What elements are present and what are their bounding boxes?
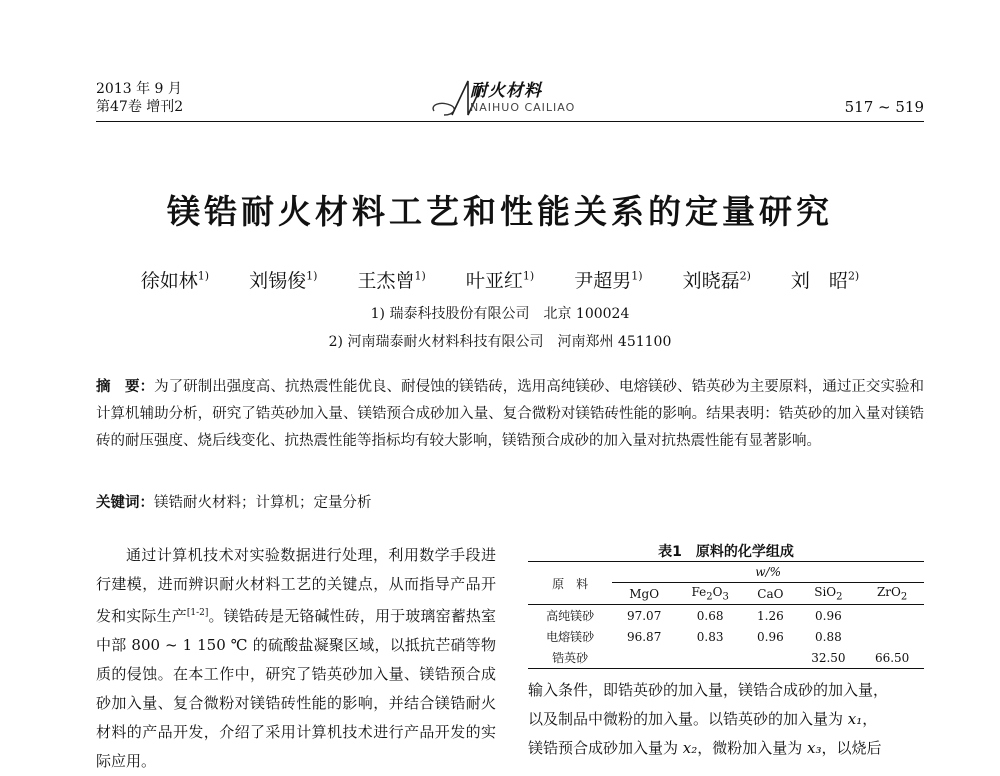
chemical-composition-table <box>528 561 924 669</box>
table-cell: 66.50 <box>860 647 924 669</box>
body-text: 。镁锆砖是无铬碱性砖，用于玻璃窑蓄热室中部 800 ~ 1 150 ℃ 的硫酸盐凝聚区域，以抵抗芒硝等物质的侵蚀。在本工作中，研究了锆英砂加入量、镁锆预合成砂加入量、复合微粉对镁锆砖性能的影响，并结合镁锆耐火材料的产品开发，介绍了采用计算机技术进行产品开发的实际应用。 <box>96 607 496 770</box>
variable: x₁ <box>847 710 863 728</box>
author <box>141 270 209 292</box>
author <box>791 270 859 292</box>
table-unit: w/% <box>612 562 924 583</box>
table-cell: 96.87 <box>626 629 662 644</box>
citation-ref: [1-2] <box>186 608 209 618</box>
body-paragraph-left <box>96 541 496 776</box>
abstract-label: 摘 要： <box>96 379 155 395</box>
author <box>574 270 642 292</box>
variable: x₂ <box>682 739 698 757</box>
journal-name-en: NAIHUO CAILIAO <box>470 101 576 114</box>
journal-name-cn: 耐火材料 <box>470 81 542 101</box>
abstract-text: 为了研制出强度高、抗热震性能优良、耐侵蚀的镁锆砖，选用高纯镁砂、电熔镁砂、锆英砂为主要原料，通过正交实验和计算机辅助分析，研究了锆英砂加入量、镁锆预合成砂加入量、复合微粉对镁锆砖性能的影响。结果表明：锆英砂的加入量对镁锆砖的耐压强度、烧后线变化、抗热震性能等指标均有较大影响，镁锆预合成砂的加入量对抗热震性能有显著影响。 <box>96 379 924 449</box>
table-cell: 0.96 <box>815 608 842 623</box>
header-year-issue: 2013 年 9 月 <box>96 81 182 97</box>
body-line: 以及制品中微粉的加入量。以锆英砂的加入量为 x₁， <box>528 710 878 728</box>
author-name: 刘 昭 <box>790 270 848 292</box>
header-volume: 第47卷 增刊2 <box>96 99 184 115</box>
table-cell <box>676 647 744 669</box>
body-paragraph-right <box>528 676 924 763</box>
author-affiliation-mark: 2) <box>847 269 860 283</box>
table-cell: 32.50 <box>797 647 861 669</box>
author-name: 徐如林 <box>140 270 198 292</box>
table-cell: 高纯镁砂 <box>546 609 595 624</box>
author <box>357 270 425 292</box>
table-cell: 0.96 <box>757 629 784 644</box>
table-col-header: CaO <box>744 583 796 605</box>
author <box>466 270 534 292</box>
affiliation-2: 2) 河南瑞泰耐火材料科技有限公司 河南郑州 451100 <box>328 334 672 350</box>
paper-title: 镁锆耐火材料工艺和性能关系的定量研究 <box>167 192 833 231</box>
body-text: 通过计算机技术对实验数据进行处理，利用数学手段进行建模，进而辨识耐火材料工艺的关键点，从而指导产品开发和实际生产 <box>96 546 496 625</box>
keywords-text: 镁锆耐火材料；计算机；定量分析 <box>154 495 372 511</box>
author-list <box>0 266 1000 293</box>
table-cell: 0.83 <box>696 629 724 644</box>
table-cell: 1.26 <box>757 608 784 623</box>
table-cell <box>612 647 676 669</box>
author-name: 尹超男 <box>574 270 632 292</box>
header-issue-info <box>96 80 183 116</box>
table-cell: 电熔镁砂 <box>546 630 595 645</box>
author-affiliation-mark: 1) <box>306 269 318 283</box>
affiliation-1: 1) 瑞泰科技股份有限公司 北京 100024 <box>370 306 630 322</box>
abstract <box>96 374 924 455</box>
table-cell: 0.68 <box>696 608 724 623</box>
author-name: 王杰曾 <box>357 270 415 292</box>
table-cell <box>860 626 924 647</box>
table-col-header: MgO <box>612 583 676 605</box>
keywords <box>96 491 372 512</box>
table-cell: 锆英砂 <box>528 647 612 669</box>
author-affiliation-mark: 2) <box>739 269 751 283</box>
table-col-header: $Fe_2O_3$ <box>676 583 744 605</box>
body-line: 镁锆预合成砂加入量为 x₂，微粉加入量为 x₃，以烧后 <box>528 739 882 757</box>
author-affiliation-mark: 1) <box>414 269 426 283</box>
table-col-header: SiO$_2$ <box>797 583 861 605</box>
author-affiliation-mark: 1) <box>522 269 535 283</box>
table-row <box>528 626 924 647</box>
table-cell <box>860 605 924 627</box>
table-cell <box>744 647 796 669</box>
table-row-header: 原 料 <box>528 562 612 605</box>
author-affiliation-mark: 1) <box>631 269 643 283</box>
table-col-header: ZrO$_2$ <box>860 583 924 605</box>
author-name: 刘锡俊 <box>249 270 307 292</box>
keywords-label: 关键词： <box>96 495 154 511</box>
body-line: 输入条件，即锆英砂的加入量，镁锆合成砂的加入量， <box>528 681 889 699</box>
header-pages: 517 ~ 519 <box>844 98 924 116</box>
author-affiliation-mark: 1) <box>197 269 210 283</box>
author <box>683 270 751 292</box>
table-row <box>528 605 924 627</box>
table-cell: 0.88 <box>815 629 842 644</box>
table-row <box>528 647 924 669</box>
table-cell: 97.07 <box>626 608 662 623</box>
header-rule <box>96 121 924 122</box>
table-title: 表1 原料的化学组成 <box>658 544 794 560</box>
author-name: 刘晓磊 <box>682 270 740 292</box>
author-name: 叶亚红 <box>465 270 523 292</box>
variable: x₃ <box>807 739 822 757</box>
author <box>249 270 317 292</box>
